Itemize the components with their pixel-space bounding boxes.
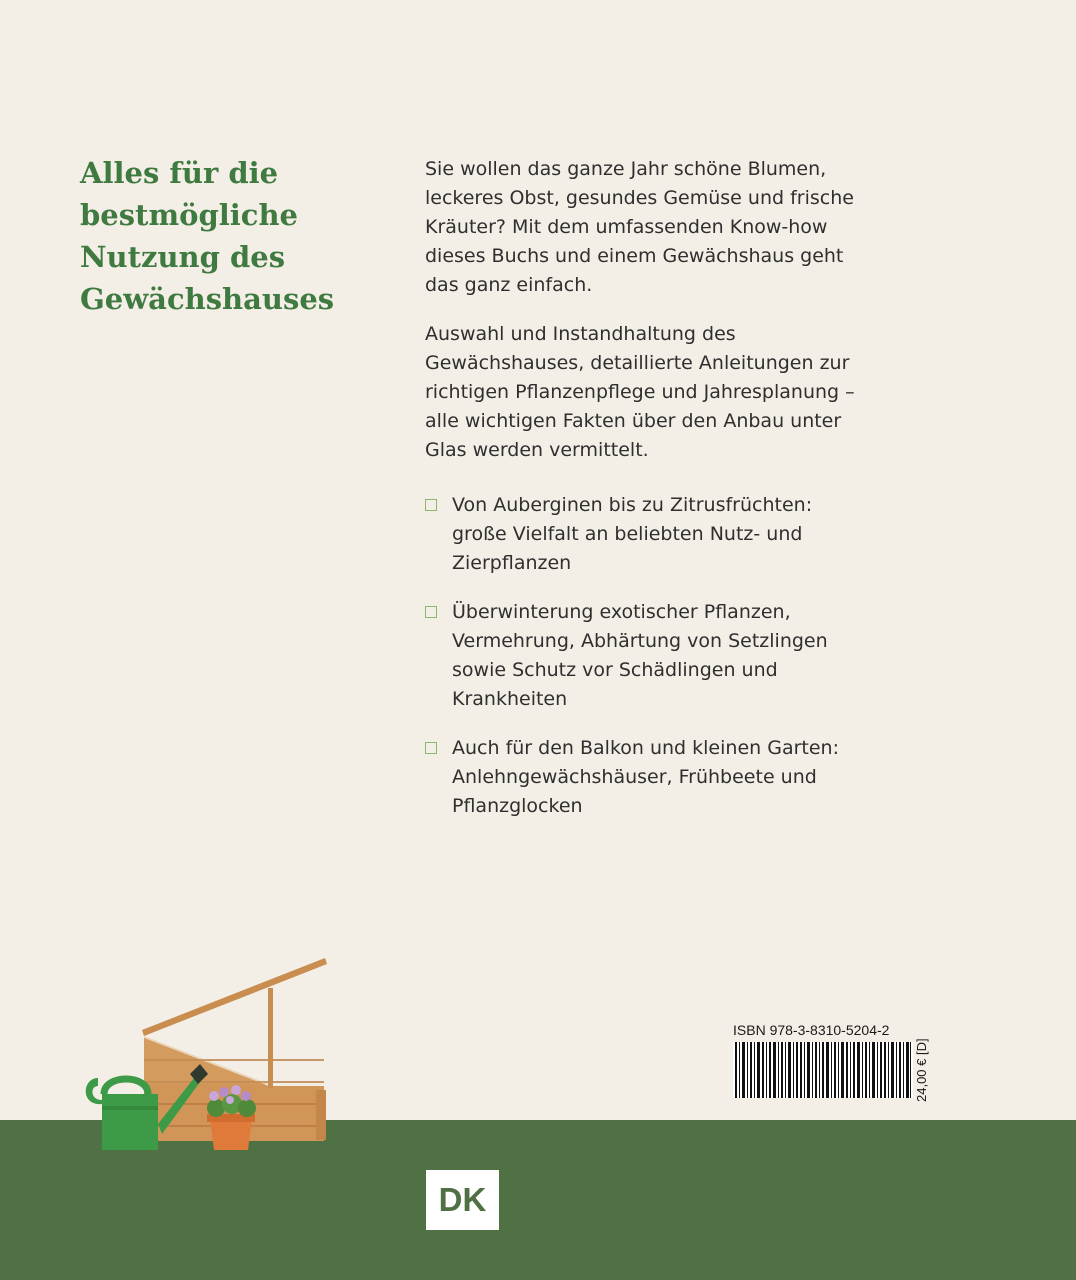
list-item [425, 734, 870, 821]
publisher-logo-text: DK [438, 1181, 487, 1218]
isbn-text: ISBN 978-3-8310-5204-2 [733, 1022, 890, 1038]
checkbox-icon [425, 499, 437, 511]
headline: Alles für die bestmögliche Nutzung des Gewächshauses [80, 156, 335, 316]
checkbox-icon [425, 606, 437, 618]
garden-illustration [84, 956, 334, 1156]
publisher-logo [426, 1170, 499, 1230]
list-item [425, 598, 870, 714]
description-paragraph: Auswahl und Instandhaltung des Gewächshauses, detaillierte Anleitungen zur richtigen Pflanzenpflege und Jahresplanung – alle wichtigen Fakten über den Anbau unter Glas werden vermittelt. [425, 323, 855, 461]
flower-pot-icon [207, 1085, 256, 1150]
intro-paragraph: Sie wollen das ganze Jahr schöne Blumen, leckeres Obst, gesundes Gemüse und frische Kräuter? Mit dem umfassenden Know-how dieses Buchs und einem Gewächshaus geht das ganz einfach. [425, 158, 854, 296]
checkbox-icon [425, 742, 437, 754]
list-item-text: Überwinterung exotischer Pflanzen, Vermehrung, Abhärtung von Setzlingen sowie Schutz vor Schädlingen und Krankheiten [452, 601, 828, 710]
list-item-text: Von Auberginen bis zu Zitrusfrüchten: große Vielfalt an beliebten Nutz- und Zierpflanzen [452, 494, 813, 574]
barcode-icon [733, 1042, 913, 1098]
price-label: 24,00 € [D] [914, 1038, 929, 1102]
feature-list [425, 491, 870, 821]
list-item [425, 491, 870, 578]
body-text [425, 155, 870, 841]
list-item-text: Auch für den Balkon und kleinen Garten: Anlehngewächshäuser, Frühbeete und Pflanzglocken [452, 737, 839, 817]
